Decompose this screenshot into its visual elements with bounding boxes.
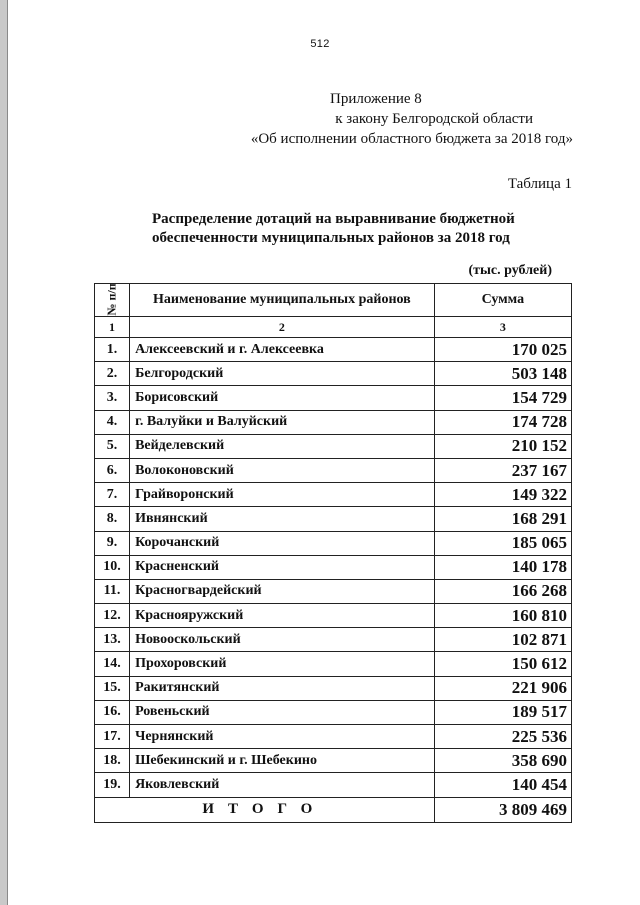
title-line-2: обеспеченности муниципальных районов за 2018 год	[152, 230, 510, 246]
table-row	[95, 338, 572, 362]
header-sum: Сумма	[434, 284, 571, 317]
district-name: Грайворонский	[130, 483, 435, 507]
row-number: 11.	[95, 579, 130, 603]
table-label: Таблица 1	[507, 176, 572, 192]
table-row	[95, 386, 572, 410]
row-number: 7.	[95, 483, 130, 507]
subsidy-amount: 102 871	[434, 628, 571, 652]
district-name: Яковлевский	[130, 773, 435, 797]
row-number: 3.	[95, 386, 130, 410]
table-row	[95, 531, 572, 555]
header-num-text: № п/п	[104, 283, 119, 316]
appendix-line-2: к закону Белгородской области	[335, 111, 533, 127]
table-row	[95, 579, 572, 603]
scan-edge-line	[7, 0, 8, 905]
appendix-header	[251, 89, 573, 149]
district-name: Красненский	[130, 555, 435, 579]
subsidy-amount: 210 152	[434, 434, 571, 458]
district-name: Прохоровский	[130, 652, 435, 676]
title-line-1: Распределение дотаций на выравнивание бюджетной	[152, 211, 515, 227]
district-name: Чернянский	[130, 725, 435, 749]
district-name: Волоконовский	[130, 458, 435, 482]
table-row	[95, 434, 572, 458]
row-number: 17.	[95, 725, 130, 749]
table-row	[95, 507, 572, 531]
units-label: (тыс. рублей)	[468, 263, 552, 278]
table-row	[95, 555, 572, 579]
subsidy-amount: 237 167	[434, 458, 571, 482]
row-number: 1.	[95, 338, 130, 362]
district-name: г. Валуйки и Валуйский	[130, 410, 435, 434]
row-number: 2.	[95, 362, 130, 386]
table-row	[95, 458, 572, 482]
subsidy-amount: 140 178	[434, 555, 571, 579]
table-row	[95, 628, 572, 652]
table-row	[95, 362, 572, 386]
district-name: Красногвардейский	[130, 579, 435, 603]
table-row	[95, 604, 572, 628]
row-number: 8.	[95, 507, 130, 531]
table-row	[95, 410, 572, 434]
column-number-1: 1	[95, 317, 130, 338]
district-name: Корочанский	[130, 531, 435, 555]
row-number: 12.	[95, 604, 130, 628]
subsidy-amount: 140 454	[434, 773, 571, 797]
total-amount: 3 809 469	[434, 797, 571, 822]
row-number: 10.	[95, 555, 130, 579]
total-label: ИТОГО	[95, 797, 435, 822]
row-number: 4.	[95, 410, 130, 434]
header-name: Наименование муниципальных районов	[130, 284, 435, 317]
total-row	[95, 797, 572, 822]
page-number: 512	[310, 38, 330, 50]
column-number-2: 2	[130, 317, 435, 338]
table-row	[95, 773, 572, 797]
row-number: 19.	[95, 773, 130, 797]
row-number: 13.	[95, 628, 130, 652]
document-title	[152, 210, 552, 248]
column-numbers-row	[95, 317, 572, 338]
subsidy-amount: 170 025	[434, 338, 571, 362]
subsidy-table	[94, 283, 572, 823]
district-name: Шебекинский и г. Шебекино	[130, 749, 435, 773]
table-row	[95, 749, 572, 773]
table-row	[95, 700, 572, 724]
district-name: Новооскольский	[130, 628, 435, 652]
subsidy-amount: 358 690	[434, 749, 571, 773]
appendix-line-1: Приложение 8	[330, 91, 422, 107]
subsidy-amount: 150 612	[434, 652, 571, 676]
subsidy-amount: 189 517	[434, 700, 571, 724]
subsidy-amount: 221 906	[434, 676, 571, 700]
header-num	[95, 284, 130, 317]
table-row	[95, 483, 572, 507]
table-row	[95, 725, 572, 749]
subsidy-amount: 174 728	[434, 410, 571, 434]
district-name: Алексеевский и г. Алексеевка	[130, 338, 435, 362]
subsidy-amount: 154 729	[434, 386, 571, 410]
subsidy-amount: 168 291	[434, 507, 571, 531]
row-number: 5.	[95, 434, 130, 458]
column-number-3: 3	[434, 317, 571, 338]
district-name: Краснояружский	[130, 604, 435, 628]
table-row	[95, 652, 572, 676]
district-name: Вейделевский	[130, 434, 435, 458]
row-number: 6.	[95, 458, 130, 482]
row-number: 18.	[95, 749, 130, 773]
district-name: Борисовский	[130, 386, 435, 410]
subsidy-amount: 225 536	[434, 725, 571, 749]
appendix-line-3: «Об исполнении областного бюджета за 2018 год»	[250, 131, 573, 147]
row-number: 15.	[95, 676, 130, 700]
subsidy-amount: 160 810	[434, 604, 571, 628]
district-name: Ракитянский	[130, 676, 435, 700]
subsidy-amount: 185 065	[434, 531, 571, 555]
scan-edge-shadow	[0, 0, 7, 905]
subsidy-amount: 166 268	[434, 579, 571, 603]
row-number: 14.	[95, 652, 130, 676]
district-name: Ивнянский	[130, 507, 435, 531]
row-number: 16.	[95, 700, 130, 724]
subsidy-amount: 503 148	[434, 362, 571, 386]
table-row	[95, 676, 572, 700]
row-number: 9.	[95, 531, 130, 555]
district-name: Белгородский	[130, 362, 435, 386]
district-name: Ровеньский	[130, 700, 435, 724]
subsidy-amount: 149 322	[434, 483, 571, 507]
table-header-row	[95, 284, 572, 317]
